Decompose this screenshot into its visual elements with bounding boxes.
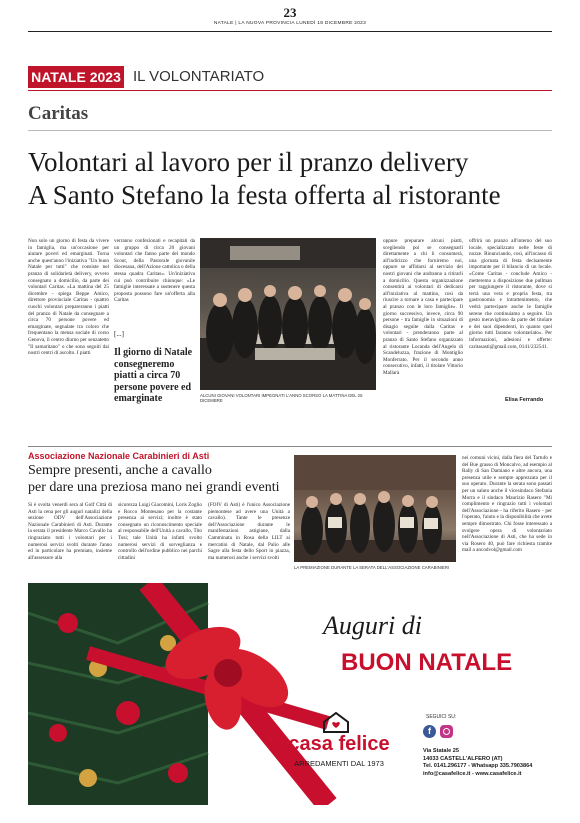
article1-col1: Non solo un giorno di festa da vivere in famiglia, ma un'occasione per aiutare poveri ed emarginati. Torna anche quest'anno l'iniziativa "Un buon Natale per tutti" che consiste nel pranzo di solidarietà delivery, ovvero consegnato a domicilio, da parte dei volontari Caritas. «La mattina del 25 dicembre - spiega Beppe Amico, direttore provinciale Caritas - quattro cuochi volontari prepareranno i piatti del pranzo di Natale da consegnare a circa 70 persone povere ed emarginate, segnalate tra coloro che frequentano la mensa sociale di corso Genova, il centro diurno per senzatetto "Il samaritano" o che sono seguiti dai nostri centri di ascolto. I piatti (28, 238, 109, 357)
section-tag: NATALE 2023 (28, 66, 124, 88)
article2-col2: sicurezza Luigi Giacomini, Loris Zoglio e Rocco Montesano per la costante presenza ai servizi; inoltre è stato consegnato un riconoscimento speciale al responsabile dell'Unità a cavallo, Tito Tosi; tale Unità ha infatti svolto numerosi servizi di sorveglianza e controllo dell'ordine pubblico nei parchi cittadini (118, 502, 202, 561)
article1-headline-line2: A Santo Stefano la festa offerta al ristorante (28, 180, 501, 210)
article1-ellipsis: [...] (114, 330, 124, 338)
facebook-icon[interactable]: f (423, 725, 436, 738)
advert-address: Via Statale 25 (423, 748, 459, 754)
advert-greeting-main: BUON NATALE (341, 649, 513, 676)
article-separator (28, 446, 552, 447)
article2-col4: nei comuni vicini, dalla fiera del Tartufo e del Bue grasso di Moncalvo, ad esempio al Rally di San Damiano e altre ancora, una presenza utile e sempre apprezzata per il suo operato. Durante la serata sono passati per un saluto anche il vicesindaco Stefania Morra e il sindaco Maurizio Rasero "Mi complimento e ringrazio tutti i volontari dell'Associazione - ha riferito Rasero - per l'operato, l'aiuto e la disponibilità che avete sempre dimostrato. Chi fosse interessato a svolgere opera di volontariato nell'Associazione di Asti, che ha sede in via Rosero 40, può fare richiesta tramite mail a ancodvol@gmail.com (462, 455, 552, 554)
article2-photo-caption: LA PREMIAZIONE DURANTE LA SERATA DELL'ASSOCIAZIONE CARABINIERI (294, 565, 450, 570)
advert-email: info@casafelice.it - www.casafelice.it (423, 770, 522, 777)
article1-byline: Elisa Ferrando (505, 397, 544, 403)
advert-city: 14033 CASTELL'ALFERO (AT) (423, 755, 503, 762)
running-header: NATALE | LA NUOVA PROVINCIA LUNEDÌ 18 DICEMBRE 2023 (213, 21, 367, 26)
article1-col4: offrirà un pranzo all'interno del suo locale, specializzato nelle feste di nozze. Rinunciando, così, all'incasso di una giornata di festa decisamente importante per il bilancio di un locale. «Come Caritas - conclude Amico - metteremo a disposizione due pullman per raggiungere il ristorante, dove si terrà una vera e propria festa, tra gastronomia e intrattenimento, che vedrà partecipare anche le famiglie serene che continuiamo a seguire. Un gesto meraviglioso da parte del titolare e dei suoi dipendenti, in quanto quel giorno tutti faranno volontariato». Per informazioni, adesioni e offerte: caritasasti@gmail.com, 0141/232541. (469, 238, 552, 350)
kicker-rule (28, 130, 552, 131)
house-heart-logo-icon (322, 711, 350, 733)
section-name: IL VOLONTARIATO (133, 68, 265, 85)
advert-follow-label: SEGUICI SU: (426, 714, 457, 720)
article1-headline-line1: Volontari al lavoro per il pranzo delivery (28, 147, 469, 177)
article1-col3: oppure preparare alcuni piatti, scegliendo poi se consegnarli direttamente a chi li consumerà, all'indirizzo che forniremo noi, oppure se affidarsi al servizio dei nostri giovani che andranno a ritirarli a domicilio. Questa organizzazione consentirà ai volontari di dedicarsi all'iniziativa al mattino, così da riuscire a tornare a casa e partecipare al pranzo con le loro famiglie». Il giorno successivo, invece, circa 90 persone - tra famiglie in situazioni di disagio seguite dalla Caritas e volontari - prenderanno parte al pranzo di Santo Stefano organizzato al ristorante Locanda dell'Angelo di Scandeluzza, frazione di Montiglio Monferrato. Per il secondo anno consecutivo, infatti, il titolare Vittorio Mallarà (383, 238, 463, 376)
advert-contacts (423, 748, 532, 778)
advert-phone: Tel. 0141.296177 - Whatsapp 335.7903864 (423, 763, 533, 769)
casa-felice-advert (28, 583, 552, 805)
advert-tagline: ARREDAMENTI DAL 1973 (294, 759, 384, 768)
article2-col3: (FOIV di Asti) è l'unico Associazione piemontese ad avere una Unità a cavallo). Tante le presenze dell'Associazione durante le manifestazioni astigiane, dalla Camminata in Rosa della LILT ai mercatini di Natale, dal Palio alle Sagre alla festa dello Sport in piazza, ma numerosi anche i servizi svolti (208, 502, 290, 561)
article2-headline-line1: Sempre presenti, anche a cavallo (28, 463, 212, 478)
carabinieri-photo-illustration (294, 455, 456, 562)
page-number: 23 (283, 5, 297, 20)
article2-kicker: Associazione Nazionale Carabinieri di Asti (28, 451, 210, 461)
header-rule (28, 31, 552, 32)
article1-photo-caption: ALCUNI GIOVANI VOLONTARI IMPEGNATI L'ANNO SCORSO LA MATTINA DEL 25 DICEMBRE (200, 393, 363, 403)
carabinieri-photo (294, 455, 456, 562)
advert-brand: casa felice (288, 733, 390, 755)
article1-col2: verranno confezionati e recapitati da un gruppo di circa 20 giovani volontari che fanno parte del mondo Scout, della Pastorale giovanile diocesana, dell'Azione cattolica o della stessa quadra Caritas». Un'iniziativa cui può contribuire chiunque: «Le famiglie interessate a sostenere questa proposta possono fare un'offerta alla Caritas (114, 238, 195, 304)
volunteers-photo-illustration (200, 238, 376, 390)
article1-kicker: Caritas (28, 103, 89, 124)
instagram-icon[interactable] (440, 725, 453, 738)
section-rule (28, 90, 552, 91)
article2-headline-line2: per dare una preziosa mano nei grandi eventi (28, 480, 280, 495)
volunteers-photo (200, 238, 376, 390)
advert-greeting-script: Auguri di (323, 611, 422, 640)
article2-col1: Si è svolta venerdì sera al Golf Città di Asti la cena per gli auguri natalizi della sezione ODV dell'Associazione Nazionale Carabinieri di Asti. Durante la serata il presidente Marco Cavallo ha ringraziato tutti i volontari per i numerosi servizi svolti durante l'anno ed in particolare ha premiato, insieme all'assessore alla (28, 502, 112, 561)
article1-pullquote: Il giorno di Natale consegneremo piatti a circa 70 persone povere ed emarginate (114, 347, 193, 404)
